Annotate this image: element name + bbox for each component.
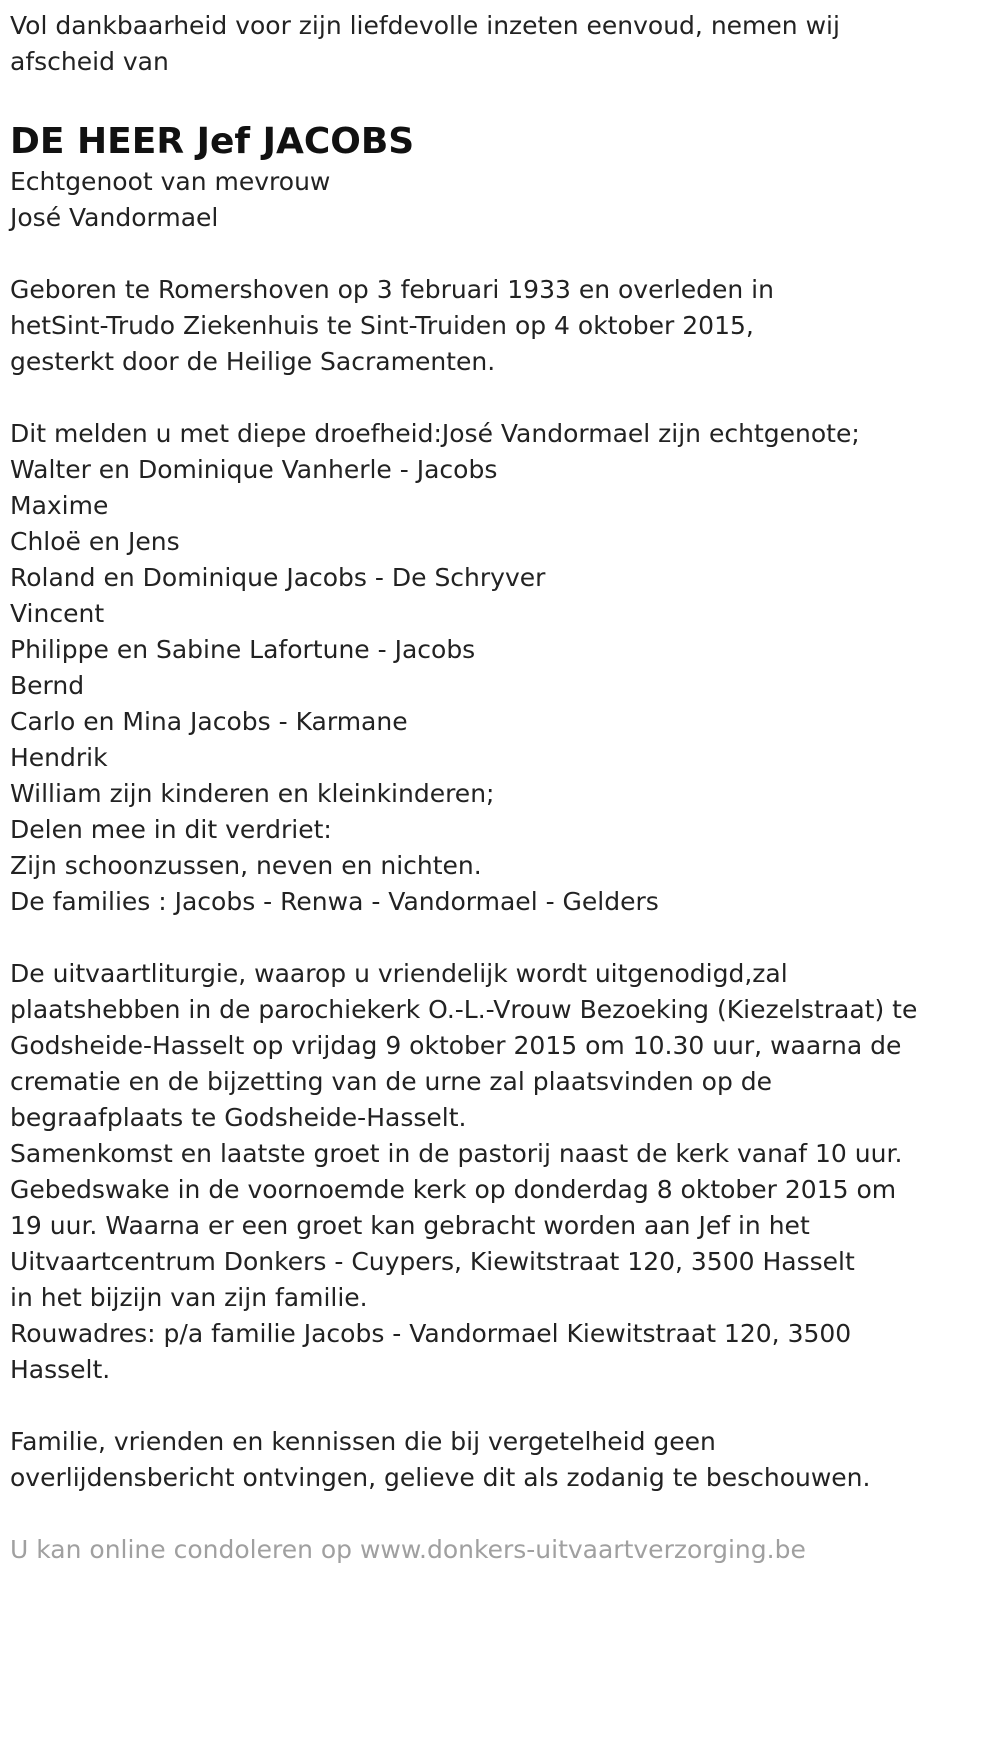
funeral-line: Godsheide-Hasselt op vrijdag 9 oktober 2015 om 10.30 uur, waarna de <box>10 1031 902 1060</box>
family-line: Walter en Dominique Vanherle - Jacobs <box>10 455 498 484</box>
birth-death-line: hetSint-Trudo Ziekenhuis te Sint-Truiden op 4 oktober 2015, <box>10 311 754 340</box>
spouse-line: José Vandormael <box>10 203 219 232</box>
spouse-paragraph <box>10 164 990 236</box>
family-line: Zijn schoonzussen, neven en nichten. <box>10 851 482 880</box>
birth-death-paragraph <box>10 272 990 380</box>
closing-line: overlijdensbericht ontvingen, gelieve dit als zodanig te beschouwen. <box>10 1463 871 1492</box>
family-line: Vincent <box>10 599 105 628</box>
family-line: William zijn kinderen en kleinkinderen; <box>10 779 495 808</box>
family-line: Chloë en Jens <box>10 527 180 556</box>
funeral-paragraph <box>10 956 990 1388</box>
family-paragraph <box>10 416 990 920</box>
funeral-line: Uitvaartcentrum Donkers - Cuypers, Kiewitstraat 120, 3500 Hasselt <box>10 1247 855 1276</box>
funeral-line: 19 uur. Waarna er een groet kan gebracht worden aan Jef in het <box>10 1211 810 1240</box>
closing-line: Familie, vrienden en kennissen die bij vergetelheid geen <box>10 1427 716 1456</box>
family-line: Maxime <box>10 491 109 520</box>
funeral-line: Samenkomst en laatste groet in de pastorij naast de kerk vanaf 10 uur. <box>10 1139 903 1168</box>
family-line: Dit melden u met diepe droefheid:José Vandormael zijn echtgenote; <box>10 419 860 448</box>
family-line: Philippe en Sabine Lafortune - Jacobs <box>10 635 476 664</box>
birth-death-line: Geboren te Romershoven op 3 februari 1933 en overleden in <box>10 275 774 304</box>
family-line: Carlo en Mina Jacobs - Karmane <box>10 707 408 736</box>
family-line: Bernd <box>10 671 85 700</box>
funeral-line: in het bijzijn van zijn familie. <box>10 1283 368 1312</box>
deceased-name: DE HEER Jef JACOBS <box>10 121 415 162</box>
intro-line: afscheid van <box>10 47 169 76</box>
funeral-line: plaatshebben in de parochiekerk O.-L.-Vrouw Bezoeking (Kiezelstraat) te <box>10 995 918 1024</box>
condolence-footer: U kan online condoleren op www.donkers-uitvaartverzorging.be <box>10 1535 806 1564</box>
family-line: Roland en Dominique Jacobs - De Schryver <box>10 563 546 592</box>
intro-line: Vol dankbaarheid voor zijn liefdevolle inzeten eenvoud, nemen wij <box>10 11 840 40</box>
funeral-line: Hasselt. <box>10 1355 111 1384</box>
funeral-line: begraafplaats te Godsheide-Hasselt. <box>10 1103 467 1132</box>
funeral-line: De uitvaartliturgie, waarop u vriendelijk wordt uitgenodigd,zal <box>10 959 788 988</box>
funeral-line: crematie en de bijzetting van de urne zal plaatsvinden op de <box>10 1067 773 1096</box>
family-line: De families : Jacobs - Renwa - Vandormael - Gelders <box>10 887 659 916</box>
spouse-line: Echtgenoot van mevrouw <box>10 167 331 196</box>
intro-paragraph <box>10 8 990 80</box>
family-line: Delen mee in dit verdriet: <box>10 815 332 844</box>
funeral-line: Gebedswake in de voornoemde kerk op donderdag 8 oktober 2015 om <box>10 1175 897 1204</box>
closing-paragraph <box>10 1424 990 1496</box>
birth-death-line: gesterkt door de Heilige Sacramenten. <box>10 347 496 376</box>
family-line: Hendrik <box>10 743 108 772</box>
funeral-line: Rouwadres: p/a familie Jacobs - Vandormael Kiewitstraat 120, 3500 <box>10 1319 852 1348</box>
